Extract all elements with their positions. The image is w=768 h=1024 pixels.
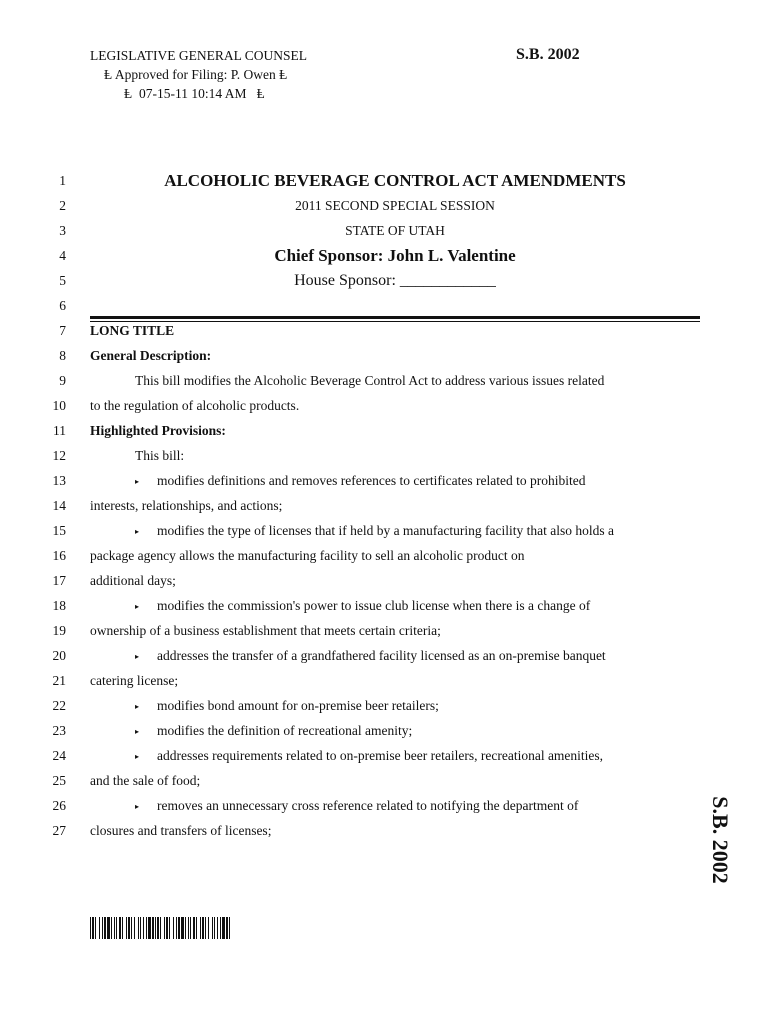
- subheading: General Description:: [90, 348, 212, 363]
- barcode-bar: [114, 917, 115, 939]
- bullet-text: removes an unnecessary cross reference related to notifying the department of: [157, 798, 579, 813]
- barcode-bar: [148, 917, 151, 939]
- side-bill-number-text: S.B. 2002: [708, 796, 733, 884]
- bullet-item: [90, 693, 700, 719]
- line-number: 5: [59, 273, 66, 288]
- body-text: package agency allows the manufacturing facility to sell an alcoholic product on: [90, 548, 525, 563]
- line-number: 15: [52, 523, 66, 538]
- barcode-bar: [138, 917, 139, 939]
- state-label: STATE OF UTAH: [345, 223, 445, 238]
- line-18: [0, 593, 768, 618]
- sentinel-icon: Ⱡ: [104, 67, 113, 82]
- line-number: 9: [59, 373, 66, 388]
- line-10: [0, 393, 768, 418]
- barcode-bar: [185, 917, 186, 939]
- barcode-bar: [166, 917, 168, 939]
- line-16: [0, 543, 768, 568]
- bullet-icon: ▸: [135, 602, 140, 611]
- bullet-text: addresses the transfer of a grandfathered facility licensed as an on-premise banquet: [157, 648, 606, 663]
- bullet-text: modifies definitions and removes references to certificates related to prohibited: [157, 473, 586, 488]
- barcode-bar: [164, 917, 165, 939]
- bullet-item: [90, 743, 700, 769]
- barcode-bar: [131, 917, 132, 939]
- barcode-bar: [155, 917, 156, 939]
- bullet-text: addresses requirements related to on-premise beer retailers, recreational amenities,: [157, 748, 604, 763]
- bullet-icon: ▸: [135, 652, 140, 661]
- barcode-bar: [188, 917, 189, 939]
- document-body: [0, 168, 768, 843]
- barcode-bar: [181, 917, 184, 939]
- barcode-bar: [160, 917, 161, 939]
- line-number: 14: [52, 498, 66, 513]
- timestamp-line: [90, 84, 307, 103]
- timestamp-text: 07-15-11 10:14 AM: [139, 86, 247, 101]
- barcode-bar: [229, 917, 230, 939]
- barcode-bar: [202, 917, 204, 939]
- barcode-bar: [104, 917, 106, 939]
- line-6: [0, 293, 768, 318]
- line-number: 16: [52, 548, 66, 563]
- line-number: 11: [53, 423, 66, 438]
- body-text: closures and transfers of licenses;: [90, 823, 272, 838]
- line-number: 18: [52, 598, 66, 613]
- barcode-bar: [102, 917, 103, 939]
- house-sponsor: House Sponsor: ____________: [294, 272, 496, 289]
- header-block: [90, 46, 307, 103]
- line-number: 22: [52, 698, 66, 713]
- line-14: [0, 493, 768, 518]
- subheading: Highlighted Provisions:: [90, 423, 226, 438]
- barcode-bar: [226, 917, 228, 939]
- barcode-bar: [90, 917, 91, 939]
- line-20: [0, 643, 768, 668]
- line-number: 2: [59, 198, 66, 213]
- line-1: [0, 168, 768, 193]
- barcode-bar: [107, 917, 110, 939]
- barcode-bar: [212, 917, 213, 939]
- line-24: [0, 743, 768, 768]
- counsel-label: LEGISLATIVE GENERAL COUNSEL: [90, 48, 307, 63]
- line-number: 20: [52, 648, 66, 663]
- barcode-icon: [90, 917, 230, 939]
- barcode-bar: [143, 917, 144, 939]
- sentinel-icon: Ⱡ: [124, 86, 133, 101]
- line-number: 27: [52, 823, 66, 838]
- line-25: [0, 768, 768, 793]
- barcode-bar: [190, 917, 191, 939]
- barcode-bar: [220, 917, 221, 939]
- line-number: 4: [59, 248, 66, 263]
- line-number: 26: [52, 798, 66, 813]
- body-text: interests, relationships, and actions;: [90, 498, 283, 513]
- bill-number: S.B. 2002: [516, 46, 580, 63]
- barcode-bar: [146, 917, 147, 939]
- bullet-text: modifies the type of licenses that if held by a manufacturing facility that also holds a: [157, 523, 614, 538]
- barcode-bar: [128, 917, 130, 939]
- bullet-icon: ▸: [135, 802, 140, 811]
- barcode-bar: [92, 917, 94, 939]
- line-12: [0, 443, 768, 468]
- barcode-bar: [173, 917, 174, 939]
- line-15: [0, 518, 768, 543]
- line-number: 10: [52, 398, 66, 413]
- barcode-bar: [169, 917, 170, 939]
- body-text: ownership of a business establishment that meets certain criteria;: [90, 623, 441, 638]
- bullet-icon: ▸: [135, 752, 140, 761]
- body-text: This bill modifies the Alcoholic Beverage Control Act to address various issues related: [135, 373, 605, 388]
- barcode-bar: [176, 917, 177, 939]
- section-heading: LONG TITLE: [90, 323, 175, 338]
- line-number: 12: [52, 448, 66, 463]
- barcode-bar: [200, 917, 201, 939]
- barcode-bar: [119, 917, 121, 939]
- title-divider-thin: [90, 321, 700, 322]
- body-text: additional days;: [90, 573, 176, 588]
- line-number: 13: [52, 473, 66, 488]
- barcode-bar: [122, 917, 123, 939]
- barcode-bar: [99, 917, 100, 939]
- line-9: [0, 368, 768, 393]
- barcode-bar: [193, 917, 195, 939]
- line-4: [0, 243, 768, 268]
- barcode-bar: [205, 917, 206, 939]
- barcode-bar: [95, 917, 96, 939]
- sentinel-icon: Ⱡ: [256, 86, 265, 101]
- line-26: [0, 793, 768, 818]
- line-13: [0, 468, 768, 493]
- line-23: [0, 718, 768, 743]
- barcode-bar: [222, 917, 225, 939]
- barcode-bar: [214, 917, 215, 939]
- bullet-item: [90, 643, 700, 669]
- line-number: 17: [52, 573, 66, 588]
- line-number: 25: [52, 773, 66, 788]
- line-number: 21: [52, 673, 66, 688]
- barcode-bar: [116, 917, 117, 939]
- bullet-icon: ▸: [135, 477, 140, 486]
- body-text: to the regulation of alcoholic products.: [90, 398, 300, 413]
- line-8: [0, 343, 768, 368]
- barcode-bar: [140, 917, 141, 939]
- bullet-text: modifies the commission's power to issue club license when there is a change of: [157, 598, 591, 613]
- line-number: 19: [52, 623, 66, 638]
- line-21: [0, 668, 768, 693]
- bullet-text: modifies bond amount for on-premise beer retailers;: [157, 698, 439, 713]
- line-number: 8: [59, 348, 66, 363]
- line-27: [0, 818, 768, 843]
- line-number: 3: [59, 223, 66, 238]
- title-divider-thick: [90, 316, 700, 319]
- approved-line: [90, 65, 307, 84]
- line-19: [0, 618, 768, 643]
- barcode-bar: [152, 917, 154, 939]
- bullet-item: [90, 593, 700, 619]
- barcode-bar: [111, 917, 112, 939]
- chief-sponsor: Chief Sponsor: John L. Valentine: [274, 246, 516, 265]
- barcode-bar: [208, 917, 209, 939]
- bullet-icon: ▸: [135, 727, 140, 736]
- line-17: [0, 568, 768, 593]
- bullet-text: modifies the definition of recreational amenity;: [157, 723, 413, 738]
- line-number: 24: [52, 748, 66, 763]
- bullet-item: [90, 518, 700, 544]
- body-text: and the sale of food;: [90, 773, 201, 788]
- barcode-bar: [178, 917, 180, 939]
- line-3: [0, 218, 768, 243]
- side-bill-number: [700, 780, 740, 900]
- barcode-bar: [134, 917, 135, 939]
- bullet-item: [90, 718, 700, 744]
- bullet-icon: ▸: [135, 702, 140, 711]
- line-5: [0, 268, 768, 293]
- bill-title: ALCOHOLIC BEVERAGE CONTROL ACT AMENDMENTS: [164, 171, 626, 190]
- line-number: 6: [59, 298, 66, 313]
- line-11: [0, 418, 768, 443]
- bullet-item: [90, 468, 700, 494]
- body-text: This bill:: [135, 448, 185, 463]
- approved-text: Approved for Filing: P. Owen: [114, 67, 276, 82]
- line-number: 23: [52, 723, 66, 738]
- barcode-bar: [157, 917, 159, 939]
- bullet-item: [90, 793, 700, 819]
- line-number: 7: [59, 323, 66, 338]
- session-label: 2011 SECOND SPECIAL SESSION: [295, 198, 495, 213]
- body-text: catering license;: [90, 673, 179, 688]
- line-2: [0, 193, 768, 218]
- sentinel-icon: Ⱡ: [279, 67, 288, 82]
- barcode-bar: [126, 917, 127, 939]
- barcode-bar: [196, 917, 197, 939]
- line-22: [0, 693, 768, 718]
- bullet-icon: ▸: [135, 527, 140, 536]
- line-number: 1: [59, 173, 66, 188]
- barcode-bar: [217, 917, 218, 939]
